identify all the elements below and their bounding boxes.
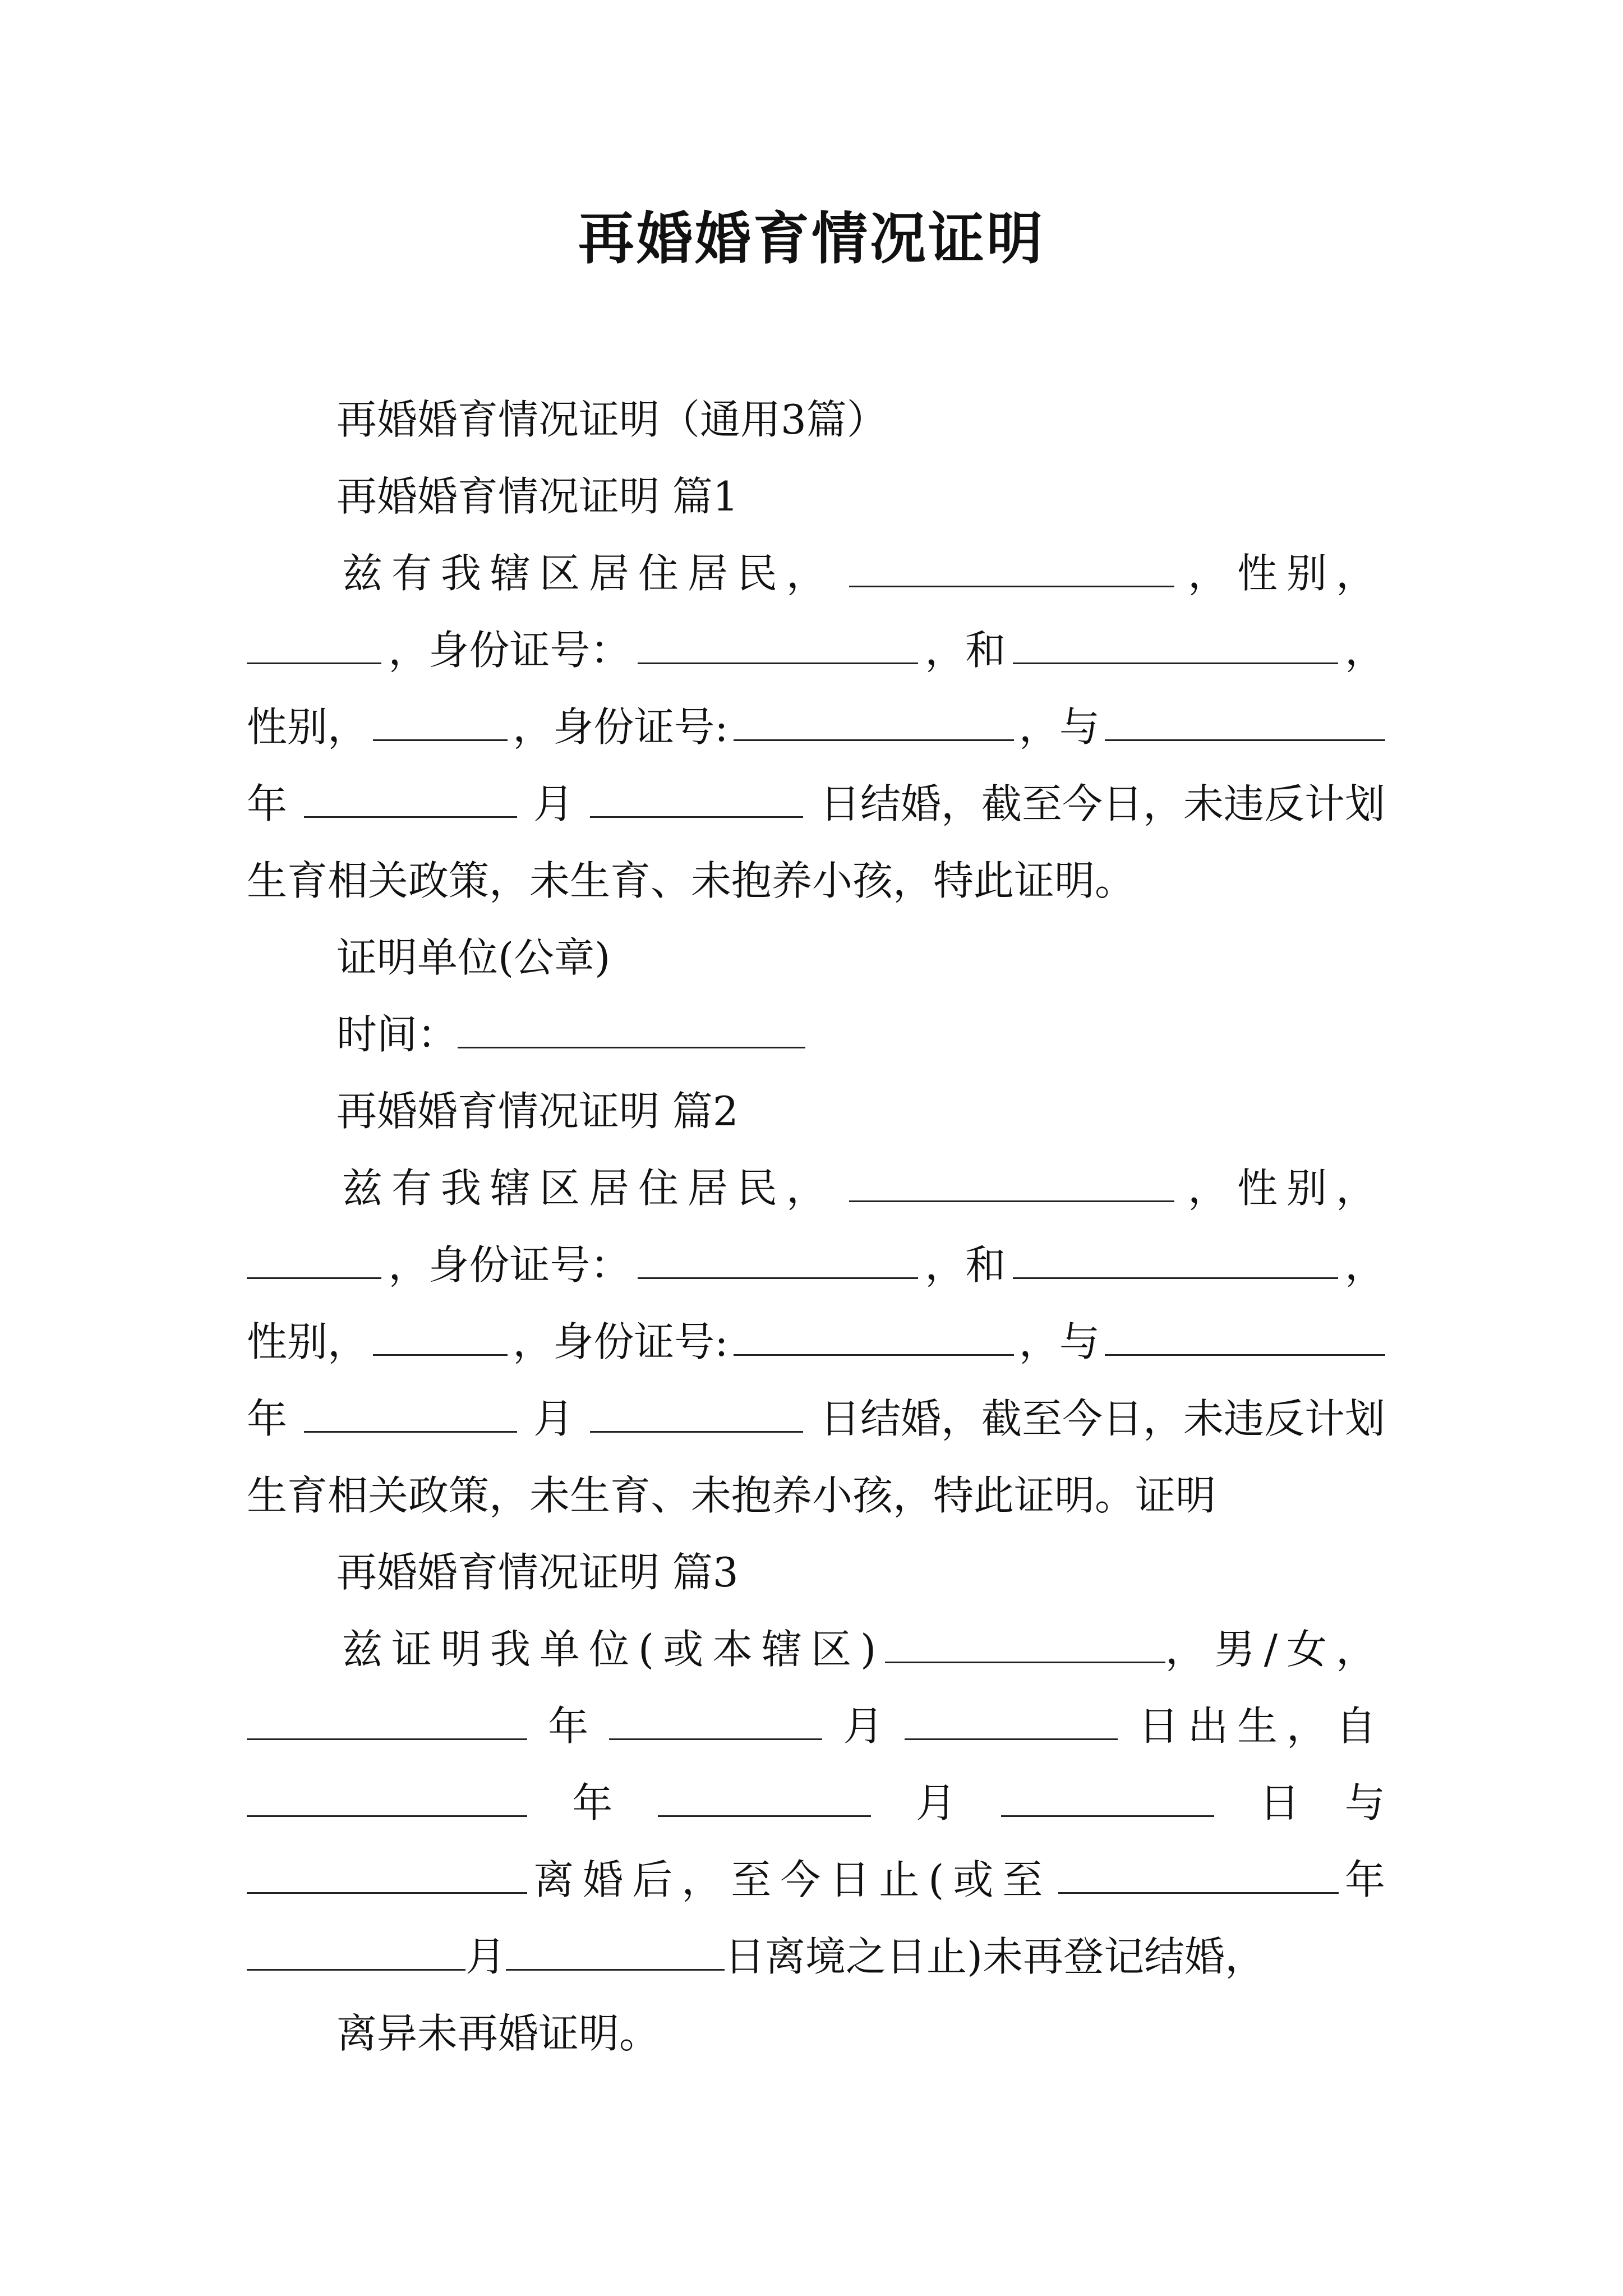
part1-line1: [247, 535, 1385, 612]
document-title: 再婚婚育情况证明: [578, 205, 1045, 272]
part2-line3-text-b: ，身份证号:: [513, 1318, 728, 1365]
spouse-gender-blank: [373, 700, 508, 741]
part1-line2-text-a: ，身份证号：: [388, 627, 631, 674]
spouse-gender-blank: [373, 1315, 508, 1356]
part3-line2-text-c: 日出生，自: [1138, 1703, 1385, 1750]
gender-blank: [247, 623, 381, 664]
year-blank: [1105, 1315, 1385, 1356]
month-blank: [304, 777, 517, 818]
spouse-id-blank: [734, 1315, 1014, 1356]
part1-line3-text-c: ，与: [1018, 703, 1100, 751]
intro-line: 再婚婚育情况证明（通用3篇）: [336, 396, 887, 443]
name-blank: [849, 546, 1174, 587]
part3-line4: [247, 1842, 1385, 1918]
part3-line4-text-a: 离婚后，至今日止(或至: [533, 1856, 1052, 1903]
birth-year-blank: [247, 1699, 527, 1740]
divorce-month-blank: [658, 1776, 871, 1817]
part3-line3-text-c: 日: [1259, 1779, 1300, 1826]
part3-line3: [247, 1765, 1385, 1842]
departure-day-blank: [506, 1930, 725, 1971]
birth-day-blank: [905, 1699, 1118, 1740]
part3-line3-text-a: 年: [572, 1779, 613, 1826]
departure-year-blank: [1058, 1853, 1339, 1894]
part3-line2-text-a: 年: [548, 1703, 589, 1750]
divorce-day-blank: [1001, 1776, 1214, 1817]
departure-month-blank: [247, 1930, 465, 1971]
part2-line4: [247, 1381, 1385, 1457]
person-name-blank: [885, 1622, 1165, 1663]
part3-line3-text-b: 月: [915, 1779, 956, 1826]
part1-line4: [247, 766, 1385, 843]
part1-line3-text-a: 性别，: [247, 703, 368, 751]
part2-line1-text-a: 兹有我辖区居住居民，: [342, 1165, 836, 1212]
part1-line1-text-b: ，性别，: [1187, 550, 1385, 597]
time-label: 时间：: [336, 1011, 458, 1058]
part3-line4-text-b: 年: [1344, 1856, 1385, 1903]
part3-line2: [247, 1688, 1385, 1765]
id-number-blank: [638, 623, 918, 664]
divorce-year-blank: [247, 1776, 527, 1817]
part2-line1-text-b: ，性别，: [1187, 1165, 1385, 1212]
certifying-unit: 证明单位(公章): [336, 934, 611, 981]
ex-spouse-blank: [247, 1853, 527, 1894]
spouse-name-blank: [1013, 1238, 1338, 1279]
part1-line3-text-b: ，身份证号:: [513, 703, 728, 751]
spouse-name-blank: [1013, 623, 1338, 664]
part1-line4-text-a: 年: [247, 780, 288, 827]
part2-line3-text-a: 性别，: [247, 1318, 368, 1365]
part3-line5-text-a: 月: [465, 1933, 506, 1980]
part1-heading: 再婚婚育情况证明 篇1: [336, 473, 739, 520]
part3-closing: 离异未再婚证明。: [336, 2010, 660, 2057]
day-blank: [590, 777, 803, 818]
part1-line2: [247, 612, 1385, 689]
part2-line4-text-c: 日结婚，截至今日，未违反计划: [819, 1395, 1385, 1442]
part1-line4-text-b: 月: [533, 780, 574, 827]
part3-line5-text-b: 日离境之日止)未再登记结婚，: [725, 1933, 1266, 1980]
part2-line5: 生育相关政策，未生育、未抱养小孩，特此证明。证明: [247, 1472, 1216, 1519]
part3-heading: 再婚婚育情况证明 篇3: [336, 1549, 739, 1596]
part3-line1-text-b: ，男/女，: [1165, 1626, 1385, 1673]
part1-line2-text-c: ，: [1344, 627, 1385, 674]
part3-line1: [247, 1611, 1385, 1688]
part2-line2-text-a: ，身份证号：: [388, 1241, 631, 1289]
day-blank: [590, 1392, 803, 1433]
spouse-id-blank: [734, 700, 1014, 741]
part2-line4-text-b: 月: [533, 1395, 574, 1442]
part2-line2: [247, 1227, 1385, 1304]
part2-heading: 再婚婚育情况证明 篇2: [336, 1088, 739, 1135]
part1-line5: 生育相关政策，未生育、未抱养小孩，特此证明。: [247, 857, 1136, 904]
part3-line3-text-d: 与: [1344, 1779, 1385, 1826]
part2-line3-text-c: ，与: [1018, 1318, 1100, 1365]
part2-line1: [247, 1150, 1385, 1227]
part1-line1-text-a: 兹有我辖区居住居民，: [342, 550, 836, 597]
part2-line2-text-c: ，: [1344, 1241, 1385, 1289]
part3-line2-text-b: 月: [843, 1703, 884, 1750]
part1-line2-text-b: ，和: [925, 627, 1006, 674]
part1-line4-text-c: 日结婚，截至今日，未违反计划: [819, 780, 1385, 827]
id-number-blank: [638, 1238, 918, 1279]
part2-line3: [247, 1304, 1385, 1381]
time-blank: [458, 1007, 805, 1048]
birth-month-blank: [609, 1699, 822, 1740]
part2-line4-text-a: 年: [247, 1395, 288, 1442]
name-blank: [849, 1161, 1174, 1202]
month-blank: [304, 1392, 517, 1433]
time-line: [247, 996, 1385, 1073]
document-body: [247, 381, 1385, 2072]
gender-blank: [247, 1238, 381, 1279]
part2-line2-text-b: ，和: [925, 1241, 1006, 1289]
part3-line5: [247, 1918, 1385, 1995]
part1-line3: [247, 689, 1385, 766]
year-blank: [1105, 700, 1385, 741]
part3-line1-text-a: 兹证明我单位(或本辖区): [342, 1626, 886, 1673]
